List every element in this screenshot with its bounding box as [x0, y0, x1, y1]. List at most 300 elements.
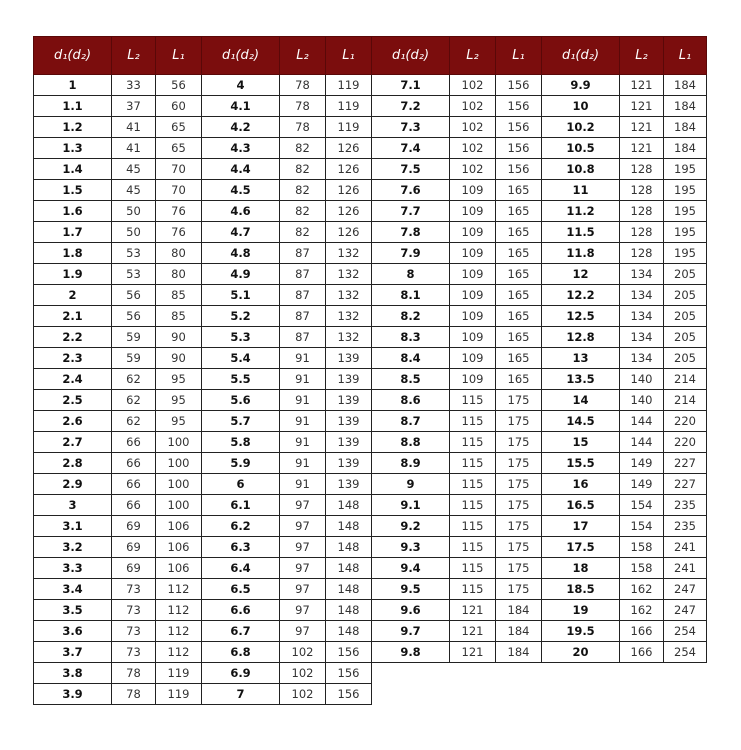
cell-l2: 97	[280, 579, 326, 600]
cell-d1-d2: 7.8	[372, 222, 450, 243]
cell-l2: 102	[450, 75, 496, 96]
cell-l1: 148	[326, 537, 372, 558]
empty-cell	[542, 663, 620, 684]
cell-l1: 139	[326, 432, 372, 453]
cell-l2: 154	[620, 516, 664, 537]
cell-l2: 102	[450, 96, 496, 117]
cell-l2: 91	[280, 369, 326, 390]
cell-l1: 132	[326, 285, 372, 306]
cell-l2: 162	[620, 600, 664, 621]
cell-l1: 184	[664, 138, 707, 159]
cell-l2: 102	[280, 684, 326, 705]
cell-d1-d2: 7	[202, 684, 280, 705]
cell-d1-d2: 1.3	[34, 138, 112, 159]
empty-cell	[620, 663, 664, 684]
cell-l2: 78	[280, 75, 326, 96]
cell-l1: 65	[156, 117, 202, 138]
cell-d1-d2: 8.3	[372, 327, 450, 348]
cell-d1-d2: 4.3	[202, 138, 280, 159]
header-l2: L₂	[450, 37, 496, 75]
empty-cell	[372, 684, 450, 705]
cell-l2: 69	[112, 558, 156, 579]
cell-l2: 41	[112, 138, 156, 159]
cell-l1: 119	[326, 117, 372, 138]
cell-l2: 87	[280, 243, 326, 264]
cell-d1-d2: 3.6	[34, 621, 112, 642]
cell-d1-d2: 7.2	[372, 96, 450, 117]
cell-d1-d2: 1.4	[34, 159, 112, 180]
cell-d1-d2: 18	[542, 558, 620, 579]
cell-l1: 148	[326, 516, 372, 537]
cell-l2: 158	[620, 537, 664, 558]
cell-d1-d2: 6	[202, 474, 280, 495]
cell-d1-d2: 3.7	[34, 642, 112, 663]
cell-l1: 126	[326, 180, 372, 201]
cell-l1: 70	[156, 159, 202, 180]
cell-l2: 41	[112, 117, 156, 138]
cell-d1-d2: 1.6	[34, 201, 112, 222]
cell-l2: 91	[280, 348, 326, 369]
cell-l1: 156	[326, 642, 372, 663]
cell-d1-d2: 1.5	[34, 180, 112, 201]
cell-d1-d2: 19.5	[542, 621, 620, 642]
cell-l1: 106	[156, 537, 202, 558]
cell-l1: 165	[496, 243, 542, 264]
cell-d1-d2: 13	[542, 348, 620, 369]
cell-l1: 100	[156, 474, 202, 495]
cell-d1-d2: 11.8	[542, 243, 620, 264]
cell-l1: 126	[326, 222, 372, 243]
cell-l1: 175	[496, 516, 542, 537]
cell-l1: 132	[326, 264, 372, 285]
cell-l1: 156	[496, 96, 542, 117]
table-row	[34, 621, 707, 642]
cell-l1: 112	[156, 579, 202, 600]
cell-l2: 109	[450, 201, 496, 222]
cell-l1: 132	[326, 327, 372, 348]
empty-cell	[496, 684, 542, 705]
cell-d1-d2: 8.6	[372, 390, 450, 411]
table-row	[34, 264, 707, 285]
cell-l1: 90	[156, 348, 202, 369]
header-l1: L₁	[156, 37, 202, 75]
cell-d1-d2: 2.6	[34, 411, 112, 432]
cell-d1-d2: 17.5	[542, 537, 620, 558]
cell-l2: 109	[450, 348, 496, 369]
cell-l1: 227	[664, 453, 707, 474]
cell-l2: 115	[450, 537, 496, 558]
cell-l2: 115	[450, 516, 496, 537]
cell-l2: 62	[112, 390, 156, 411]
cell-d1-d2: 7.3	[372, 117, 450, 138]
cell-d1-d2: 2	[34, 285, 112, 306]
cell-l2: 166	[620, 621, 664, 642]
cell-l1: 195	[664, 243, 707, 264]
cell-l1: 139	[326, 390, 372, 411]
cell-l2: 102	[280, 663, 326, 684]
cell-l2: 128	[620, 159, 664, 180]
cell-l2: 45	[112, 180, 156, 201]
cell-l2: 162	[620, 579, 664, 600]
cell-l1: 165	[496, 348, 542, 369]
cell-l2: 59	[112, 327, 156, 348]
cell-l2: 82	[280, 222, 326, 243]
cell-l1: 247	[664, 579, 707, 600]
cell-l2: 140	[620, 369, 664, 390]
cell-l2: 73	[112, 621, 156, 642]
cell-d1-d2: 5.5	[202, 369, 280, 390]
cell-l2: 62	[112, 369, 156, 390]
cell-l1: 254	[664, 621, 707, 642]
cell-l1: 126	[326, 159, 372, 180]
cell-l2: 87	[280, 327, 326, 348]
cell-l1: 220	[664, 411, 707, 432]
cell-l1: 184	[496, 621, 542, 642]
table-row	[34, 390, 707, 411]
cell-d1-d2: 4	[202, 75, 280, 96]
cell-l1: 95	[156, 411, 202, 432]
cell-d1-d2: 2.2	[34, 327, 112, 348]
cell-l2: 115	[450, 495, 496, 516]
cell-d1-d2: 3.3	[34, 558, 112, 579]
cell-d1-d2: 8	[372, 264, 450, 285]
cell-d1-d2: 10.2	[542, 117, 620, 138]
cell-l2: 82	[280, 201, 326, 222]
cell-l1: 254	[664, 642, 707, 663]
empty-cell	[450, 663, 496, 684]
cell-l2: 87	[280, 306, 326, 327]
cell-l2: 97	[280, 621, 326, 642]
cell-l2: 78	[280, 117, 326, 138]
cell-l2: 109	[450, 222, 496, 243]
cell-l1: 165	[496, 285, 542, 306]
cell-d1-d2: 20	[542, 642, 620, 663]
cell-l2: 62	[112, 411, 156, 432]
cell-l1: 175	[496, 390, 542, 411]
table-row	[34, 600, 707, 621]
cell-l2: 91	[280, 411, 326, 432]
header-row	[34, 37, 707, 75]
table-row	[34, 369, 707, 390]
cell-l1: 195	[664, 201, 707, 222]
cell-l1: 195	[664, 159, 707, 180]
cell-d1-d2: 6.9	[202, 663, 280, 684]
table-row	[34, 537, 707, 558]
cell-d1-d2: 1.1	[34, 96, 112, 117]
cell-d1-d2: 8.5	[372, 369, 450, 390]
table-row	[34, 96, 707, 117]
cell-l1: 139	[326, 474, 372, 495]
cell-d1-d2: 4.4	[202, 159, 280, 180]
empty-cell	[542, 684, 620, 705]
cell-l2: 134	[620, 264, 664, 285]
cell-l2: 69	[112, 537, 156, 558]
cell-l2: 45	[112, 159, 156, 180]
cell-l2: 66	[112, 453, 156, 474]
cell-l1: 205	[664, 348, 707, 369]
cell-d1-d2: 5.6	[202, 390, 280, 411]
cell-l2: 73	[112, 642, 156, 663]
table-row	[34, 558, 707, 579]
cell-l1: 214	[664, 390, 707, 411]
cell-d1-d2: 14.5	[542, 411, 620, 432]
cell-d1-d2: 15.5	[542, 453, 620, 474]
cell-d1-d2: 1.7	[34, 222, 112, 243]
cell-l1: 112	[156, 600, 202, 621]
cell-l1: 106	[156, 558, 202, 579]
cell-l1: 95	[156, 369, 202, 390]
cell-d1-d2: 10	[542, 96, 620, 117]
cell-l1: 184	[496, 600, 542, 621]
cell-l1: 139	[326, 369, 372, 390]
header-d1-d2: d₁(d₂)	[34, 37, 112, 75]
cell-l1: 119	[326, 75, 372, 96]
cell-l2: 121	[620, 96, 664, 117]
cell-l2: 115	[450, 411, 496, 432]
cell-l2: 33	[112, 75, 156, 96]
cell-l1: 112	[156, 642, 202, 663]
cell-l2: 115	[450, 579, 496, 600]
header-d1-d2: d₁(d₂)	[372, 37, 450, 75]
cell-d1-d2: 14	[542, 390, 620, 411]
cell-l1: 165	[496, 327, 542, 348]
cell-l2: 97	[280, 516, 326, 537]
table-row	[34, 432, 707, 453]
table-row	[34, 642, 707, 663]
cell-l2: 128	[620, 243, 664, 264]
cell-d1-d2: 8.4	[372, 348, 450, 369]
cell-l1: 85	[156, 306, 202, 327]
cell-d1-d2: 5.3	[202, 327, 280, 348]
cell-d1-d2: 7.9	[372, 243, 450, 264]
cell-l1: 112	[156, 621, 202, 642]
cell-l1: 227	[664, 474, 707, 495]
cell-d1-d2: 9.6	[372, 600, 450, 621]
cell-d1-d2: 1.9	[34, 264, 112, 285]
dimension-table	[33, 36, 707, 705]
table-row	[34, 495, 707, 516]
cell-l1: 90	[156, 327, 202, 348]
cell-l1: 100	[156, 453, 202, 474]
cell-l2: 91	[280, 432, 326, 453]
table-row	[34, 180, 707, 201]
table-row	[34, 285, 707, 306]
cell-d1-d2: 2.8	[34, 453, 112, 474]
cell-l1: 175	[496, 432, 542, 453]
cell-l2: 109	[450, 264, 496, 285]
table-row	[34, 243, 707, 264]
table-row	[34, 684, 707, 705]
cell-l1: 132	[326, 243, 372, 264]
cell-l2: 66	[112, 432, 156, 453]
cell-d1-d2: 9.4	[372, 558, 450, 579]
empty-cell	[664, 684, 707, 705]
cell-l2: 115	[450, 474, 496, 495]
cell-l1: 235	[664, 495, 707, 516]
cell-d1-d2: 6.1	[202, 495, 280, 516]
cell-d1-d2: 15	[542, 432, 620, 453]
cell-l2: 91	[280, 453, 326, 474]
cell-d1-d2: 2.3	[34, 348, 112, 369]
header-l2: L₂	[620, 37, 664, 75]
cell-l1: 148	[326, 495, 372, 516]
cell-l1: 70	[156, 180, 202, 201]
table-row	[34, 222, 707, 243]
cell-d1-d2: 5.4	[202, 348, 280, 369]
cell-d1-d2: 9.8	[372, 642, 450, 663]
cell-d1-d2: 9.5	[372, 579, 450, 600]
cell-l1: 247	[664, 600, 707, 621]
cell-l2: 115	[450, 453, 496, 474]
cell-d1-d2: 3.4	[34, 579, 112, 600]
cell-d1-d2: 6.5	[202, 579, 280, 600]
cell-l2: 56	[112, 285, 156, 306]
cell-l1: 156	[326, 684, 372, 705]
cell-l1: 139	[326, 453, 372, 474]
cell-l1: 175	[496, 495, 542, 516]
table-row	[34, 579, 707, 600]
cell-d1-d2: 12.2	[542, 285, 620, 306]
cell-l2: 82	[280, 159, 326, 180]
cell-l1: 119	[156, 684, 202, 705]
cell-l2: 121	[620, 117, 664, 138]
cell-d1-d2: 9	[372, 474, 450, 495]
cell-l2: 134	[620, 285, 664, 306]
cell-l2: 102	[280, 642, 326, 663]
cell-l1: 205	[664, 306, 707, 327]
table-body	[34, 75, 707, 705]
cell-l1: 205	[664, 264, 707, 285]
header-d1-d2: d₁(d₂)	[542, 37, 620, 75]
cell-l1: 156	[496, 75, 542, 96]
table-row	[34, 117, 707, 138]
table-row	[34, 159, 707, 180]
table-row	[34, 138, 707, 159]
cell-l2: 109	[450, 180, 496, 201]
cell-l2: 78	[112, 684, 156, 705]
cell-d1-d2: 2.4	[34, 369, 112, 390]
cell-d1-d2: 9.2	[372, 516, 450, 537]
cell-l1: 175	[496, 537, 542, 558]
cell-l2: 121	[450, 600, 496, 621]
cell-d1-d2: 8.1	[372, 285, 450, 306]
cell-d1-d2: 2.7	[34, 432, 112, 453]
cell-d1-d2: 19	[542, 600, 620, 621]
cell-d1-d2: 10.5	[542, 138, 620, 159]
cell-d1-d2: 4.5	[202, 180, 280, 201]
cell-d1-d2: 10.8	[542, 159, 620, 180]
cell-l2: 115	[450, 390, 496, 411]
cell-d1-d2: 4.7	[202, 222, 280, 243]
cell-d1-d2: 2.5	[34, 390, 112, 411]
cell-d1-d2: 4.8	[202, 243, 280, 264]
cell-d1-d2: 3.2	[34, 537, 112, 558]
cell-l1: 205	[664, 285, 707, 306]
cell-l1: 184	[664, 75, 707, 96]
cell-d1-d2: 7.7	[372, 201, 450, 222]
cell-d1-d2: 6.7	[202, 621, 280, 642]
cell-l1: 148	[326, 600, 372, 621]
cell-d1-d2: 5.8	[202, 432, 280, 453]
cell-l1: 80	[156, 243, 202, 264]
cell-l2: 56	[112, 306, 156, 327]
cell-d1-d2: 3.9	[34, 684, 112, 705]
cell-d1-d2: 8.9	[372, 453, 450, 474]
cell-d1-d2: 1	[34, 75, 112, 96]
cell-d1-d2: 7.6	[372, 180, 450, 201]
cell-l1: 139	[326, 411, 372, 432]
cell-l1: 165	[496, 201, 542, 222]
cell-l1: 175	[496, 474, 542, 495]
cell-l1: 76	[156, 222, 202, 243]
cell-l2: 73	[112, 600, 156, 621]
cell-d1-d2: 13.5	[542, 369, 620, 390]
cell-d1-d2: 9.3	[372, 537, 450, 558]
cell-l2: 66	[112, 495, 156, 516]
header-l1: L₁	[326, 37, 372, 75]
cell-l1: 156	[496, 159, 542, 180]
cell-l2: 102	[450, 117, 496, 138]
cell-l2: 121	[450, 621, 496, 642]
cell-l2: 158	[620, 558, 664, 579]
cell-d1-d2: 8.7	[372, 411, 450, 432]
cell-d1-d2: 1.2	[34, 117, 112, 138]
cell-l2: 91	[280, 390, 326, 411]
cell-d1-d2: 11.2	[542, 201, 620, 222]
cell-d1-d2: 5.2	[202, 306, 280, 327]
cell-l1: 195	[664, 180, 707, 201]
cell-l1: 184	[664, 96, 707, 117]
cell-l1: 165	[496, 180, 542, 201]
table-row	[34, 663, 707, 684]
cell-d1-d2: 6.3	[202, 537, 280, 558]
cell-l2: 66	[112, 474, 156, 495]
cell-l1: 119	[326, 96, 372, 117]
cell-l1: 165	[496, 369, 542, 390]
cell-l2: 102	[450, 159, 496, 180]
cell-l1: 156	[326, 663, 372, 684]
cell-d1-d2: 16.5	[542, 495, 620, 516]
cell-l2: 82	[280, 180, 326, 201]
cell-l2: 87	[280, 264, 326, 285]
cell-l1: 132	[326, 306, 372, 327]
table-row	[34, 411, 707, 432]
table-row	[34, 348, 707, 369]
empty-cell	[620, 684, 664, 705]
cell-l1: 241	[664, 558, 707, 579]
cell-l2: 102	[450, 138, 496, 159]
cell-l1: 148	[326, 579, 372, 600]
cell-d1-d2: 3.5	[34, 600, 112, 621]
cell-l1: 214	[664, 369, 707, 390]
cell-l1: 80	[156, 264, 202, 285]
cell-d1-d2: 3	[34, 495, 112, 516]
cell-d1-d2: 5.1	[202, 285, 280, 306]
cell-l2: 109	[450, 369, 496, 390]
table-row	[34, 201, 707, 222]
cell-d1-d2: 1.8	[34, 243, 112, 264]
cell-l1: 65	[156, 138, 202, 159]
cell-l1: 56	[156, 75, 202, 96]
cell-l1: 175	[496, 579, 542, 600]
cell-l2: 109	[450, 327, 496, 348]
table-row	[34, 306, 707, 327]
cell-l2: 166	[620, 642, 664, 663]
table-row	[34, 516, 707, 537]
cell-d1-d2: 4.1	[202, 96, 280, 117]
cell-l2: 154	[620, 495, 664, 516]
cell-d1-d2: 3.1	[34, 516, 112, 537]
